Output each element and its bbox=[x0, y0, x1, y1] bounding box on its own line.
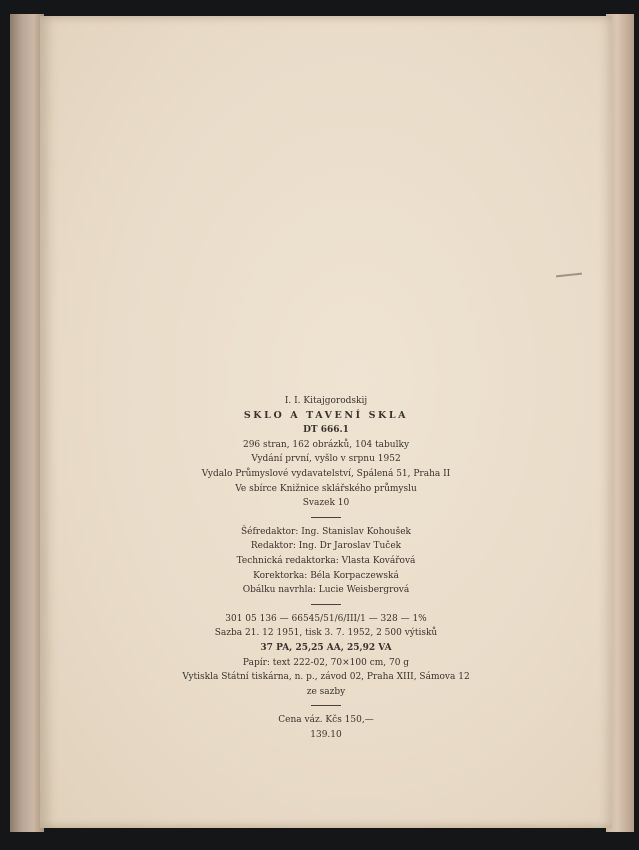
divider bbox=[311, 517, 341, 518]
price-code: 139.10 bbox=[310, 729, 342, 740]
proofreader: Korektorka: Béla Korpaczewská bbox=[253, 570, 399, 581]
price: Cena váz. Kčs 150,— bbox=[278, 715, 374, 726]
editor-in-chief: Šéfredaktor: Ing. Stanislav Kohoušek bbox=[240, 526, 412, 537]
edition: Vydání první, vyšlo v srpnu 1952 bbox=[251, 454, 401, 465]
book-cover-left-edge bbox=[10, 14, 44, 832]
colophon bbox=[40, 394, 612, 742]
editor: Redaktor: Ing. Dr Jaroslav Tuček bbox=[250, 541, 402, 552]
author: I. I. Kitajgorodskij bbox=[284, 396, 368, 406]
printer: Vytiskla Státní tiskárna, n. p., závod 02, Praha XIII, Sámova 12 bbox=[182, 672, 470, 683]
page-count: 296 stran, 162 obrázků, 104 tabulky bbox=[242, 439, 410, 450]
publisher: Vydalo Průmyslové vydavatelství, Spálená 51, Praha II bbox=[201, 468, 451, 479]
printer-continued: ze sazby bbox=[306, 686, 346, 697]
book-page bbox=[40, 16, 612, 828]
volume: Svazek 10 bbox=[302, 498, 350, 509]
paper: Papír: text 222-02, 70×100 cm, 70 g bbox=[242, 657, 410, 668]
series: Ve sbírce Knižnice sklářského průmyslu bbox=[235, 483, 417, 494]
page-mark bbox=[556, 273, 582, 278]
divider bbox=[311, 705, 341, 706]
cover-designer: Obálku navrhla: Lucie Weisbergrová bbox=[242, 585, 410, 596]
divider bbox=[311, 604, 341, 605]
typesetting: Sazba 21. 12 1951, tisk 3. 7. 1952, 2 500 výtisků bbox=[214, 628, 438, 639]
technical-editor: Technická redaktorka: Vlasta Kovářová bbox=[236, 555, 416, 566]
book-title: SKLO A TAVENÍ SKLA bbox=[243, 409, 409, 421]
dt-code: DT 666.1 bbox=[303, 425, 349, 436]
sheets: 37 PA, 25,25 AA, 25,92 VA bbox=[260, 642, 392, 653]
print-code: 301 05 136 — 66545/51/6/III/1 — 328 — 1% bbox=[225, 613, 427, 624]
